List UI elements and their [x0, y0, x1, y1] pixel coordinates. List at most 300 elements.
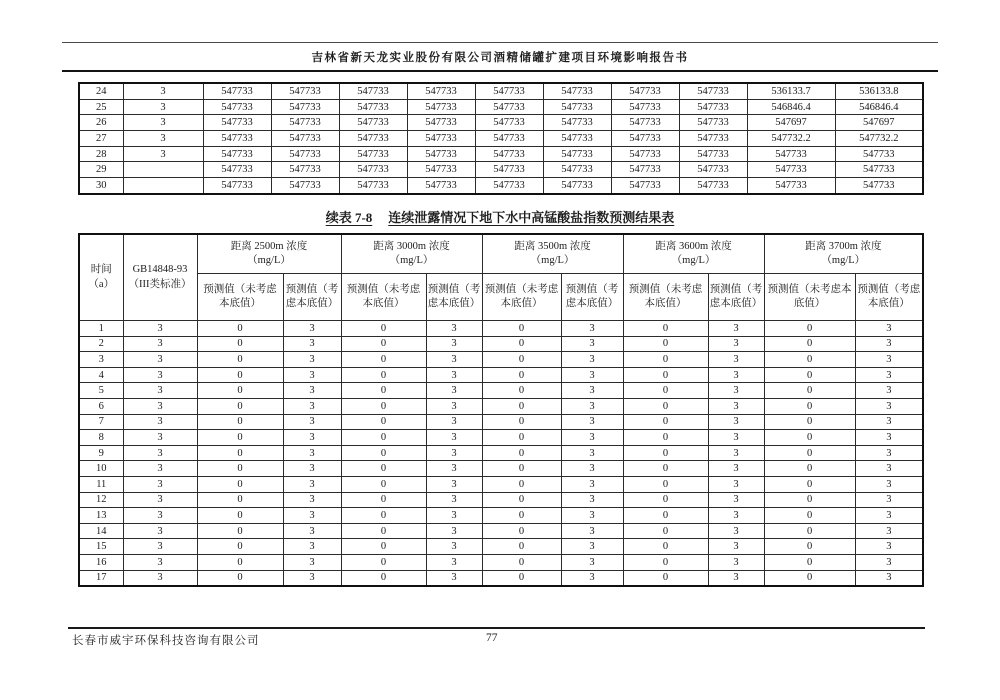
table-cell: 547733	[611, 115, 679, 131]
table-cell: 0	[341, 383, 426, 399]
table-cell: 3	[123, 523, 197, 539]
table-cell: 0	[482, 336, 561, 352]
table-cell: 3	[123, 321, 197, 337]
group-distance-label: 距离 3000m 浓度	[373, 240, 450, 252]
table-row	[79, 554, 923, 570]
continuation-table-body	[79, 83, 923, 194]
col-header-time: 时间（a）	[79, 234, 123, 321]
table-cell: 547733	[203, 115, 271, 131]
table-cell: 3	[561, 523, 623, 539]
table-cell: 547733	[407, 146, 475, 162]
table-cell: 547697	[747, 115, 835, 131]
table-cell: 0	[197, 539, 283, 555]
table-row	[79, 146, 923, 162]
table-cell: 3	[708, 336, 764, 352]
table-row	[79, 178, 923, 194]
table-cell: 547733	[339, 83, 407, 99]
header-bottom-rule	[62, 70, 938, 72]
table-cell: 0	[482, 398, 561, 414]
table-cell: 3	[123, 336, 197, 352]
table-cell: 3	[283, 445, 341, 461]
table-cell: 3	[561, 508, 623, 524]
subcol-header-raw-3000m: 预测值（未考虑本底值）	[341, 274, 426, 321]
table-cell: 0	[623, 336, 708, 352]
table-cell: 3	[855, 352, 923, 368]
table-cell: 3	[426, 461, 482, 477]
table-cell: 547733	[339, 146, 407, 162]
table-cell: 0	[341, 461, 426, 477]
table-cell: 547733	[203, 146, 271, 162]
table-cell: 0	[623, 492, 708, 508]
subcol-header-with-background-2500m: 预测值（考虑本底值）	[283, 274, 341, 321]
table-cell: 3	[708, 476, 764, 492]
prediction-table-body	[79, 321, 923, 587]
table-cell: 3	[123, 352, 197, 368]
table-cell: 0	[341, 352, 426, 368]
col-header-standard: GB14848-93（III类标准）	[123, 234, 197, 321]
prediction-table-header	[79, 234, 923, 321]
table-cell: 3	[123, 131, 203, 147]
table-cell: 547733	[271, 83, 339, 99]
table-cell: 0	[764, 383, 855, 399]
table-cell: 0	[764, 430, 855, 446]
table-cell: 29	[79, 162, 123, 178]
table-cell: 2	[79, 336, 123, 352]
table-cell: 0	[764, 398, 855, 414]
footer-rule	[68, 627, 925, 629]
table-cell: 3	[561, 321, 623, 337]
group-header-3600m	[623, 234, 764, 274]
table-cell: 3	[561, 336, 623, 352]
table-cell: 3	[855, 570, 923, 586]
table-cell: 547733	[271, 162, 339, 178]
table-cell: 547733	[475, 178, 543, 194]
table-cell: 3	[708, 321, 764, 337]
table-row	[79, 99, 923, 115]
table-cell: 3	[708, 367, 764, 383]
table-cell: 547733	[611, 131, 679, 147]
table-cell: 3	[426, 367, 482, 383]
table-cell: 0	[764, 554, 855, 570]
table-cell: 17	[79, 570, 123, 586]
table-cell: 3	[708, 461, 764, 477]
table-cell: 0	[623, 367, 708, 383]
table-cell: 3	[561, 570, 623, 586]
table-cell: 3	[123, 476, 197, 492]
table-cell: 3	[561, 383, 623, 399]
table-cell: 8	[79, 430, 123, 446]
group-header-3500m	[482, 234, 623, 274]
table-cell: 3	[561, 352, 623, 368]
table-cell: 3	[561, 367, 623, 383]
table-cell: 547733	[611, 178, 679, 194]
table-cell: 3	[708, 523, 764, 539]
table-cell: 0	[764, 461, 855, 477]
table-cell: 547733	[611, 83, 679, 99]
table-cell: 0	[341, 554, 426, 570]
table-cell: 3	[855, 492, 923, 508]
table-cell: 3	[283, 476, 341, 492]
table-cell: 547733	[475, 162, 543, 178]
table-cell: 3	[123, 508, 197, 524]
table-cell: 3	[426, 321, 482, 337]
table-row	[79, 445, 923, 461]
table-cell: 536133.7	[747, 83, 835, 99]
table-cell: 3	[123, 430, 197, 446]
table-cell: 547733	[339, 162, 407, 178]
table-cell: 547733	[679, 178, 747, 194]
table-cell: 0	[482, 461, 561, 477]
table-cell: 3	[855, 414, 923, 430]
table-cell: 3	[708, 492, 764, 508]
table-row	[79, 383, 923, 399]
table-cell: 3	[561, 554, 623, 570]
table-cell: 3	[283, 539, 341, 555]
table-cell: 0	[764, 367, 855, 383]
table-cell: 3	[855, 398, 923, 414]
group-header-3700m	[764, 234, 923, 274]
table-cell: 0	[341, 398, 426, 414]
table-cell: 24	[79, 83, 123, 99]
table-cell: 0	[623, 476, 708, 492]
group-distance-label: 距离 3600m 浓度	[655, 240, 732, 252]
table-cell: 3	[123, 383, 197, 399]
table-cell: 3	[426, 398, 482, 414]
table-cell: 547733	[835, 178, 923, 194]
table-cell: 547733	[203, 131, 271, 147]
table-row	[79, 539, 923, 555]
table-cell: 0	[341, 414, 426, 430]
table-cell: 3	[708, 508, 764, 524]
table-cell: 0	[623, 414, 708, 430]
table-cell: 3	[283, 321, 341, 337]
table-cell: 4	[79, 367, 123, 383]
table-cell: 547733	[747, 162, 835, 178]
group-unit-label: （mg/L）	[247, 255, 291, 266]
table-cell: 0	[623, 554, 708, 570]
table-cell: 3	[561, 476, 623, 492]
table-cell: 3	[283, 430, 341, 446]
table-cell: 3	[561, 398, 623, 414]
table-cell: 3	[123, 99, 203, 115]
table-cell: 3	[561, 539, 623, 555]
table-cell: 0	[623, 321, 708, 337]
table-cell: 547733	[475, 99, 543, 115]
table-row	[79, 131, 923, 147]
table-cell: 547733	[835, 146, 923, 162]
table-cell: 547733	[475, 146, 543, 162]
table-cell: 0	[197, 554, 283, 570]
table-cell: 547733	[339, 131, 407, 147]
table-cell: 0	[197, 414, 283, 430]
table-row	[79, 352, 923, 368]
table-cell: 0	[764, 414, 855, 430]
table-row	[79, 83, 923, 99]
table-cell: 0	[764, 445, 855, 461]
subcol-header-raw-3600m: 预测值（未考虑本底值）	[623, 274, 708, 321]
table-cell: 547733	[679, 99, 747, 115]
table-cell: 3	[283, 414, 341, 430]
table-cell: 0	[341, 321, 426, 337]
table-cell: 546846.4	[747, 99, 835, 115]
table-cell: 0	[482, 492, 561, 508]
group-unit-label: （mg/L）	[821, 255, 866, 266]
table-cell: 0	[623, 430, 708, 446]
table-cell: 547733	[271, 99, 339, 115]
table-cell: 14	[79, 523, 123, 539]
table-cell: 547733	[543, 131, 611, 147]
table-cell: 0	[341, 539, 426, 555]
table-cell: 3	[123, 146, 203, 162]
table-cell: 1	[79, 321, 123, 337]
subcol-header-raw-3500m: 预测值（未考虑本底值）	[482, 274, 561, 321]
table-cell: 0	[623, 539, 708, 555]
table-cell: 0	[482, 476, 561, 492]
table-row	[79, 523, 923, 539]
table-cell: 547733	[611, 162, 679, 178]
table-cell: 0	[197, 321, 283, 337]
table-cell: 0	[764, 523, 855, 539]
table-cell: 0	[764, 570, 855, 586]
table-cell: 0	[764, 336, 855, 352]
table-cell: 3	[708, 352, 764, 368]
table-row	[79, 367, 923, 383]
table-cell: 3	[426, 492, 482, 508]
table-cell: 0	[197, 523, 283, 539]
table-cell: 11	[79, 476, 123, 492]
table-cell: 0	[197, 476, 283, 492]
table-cell: 547733	[543, 99, 611, 115]
table-cell: 3	[123, 461, 197, 477]
continuation-table	[78, 82, 924, 195]
table-cell: 3	[708, 539, 764, 555]
table-cell: 0	[482, 367, 561, 383]
table-cell: 3	[426, 554, 482, 570]
table-cell: 3	[855, 523, 923, 539]
group-unit-label: （mg/L）	[389, 255, 434, 266]
table-cell: 3	[855, 461, 923, 477]
table-cell: 0	[764, 492, 855, 508]
table-cell: 3	[426, 430, 482, 446]
table-cell: 3	[855, 539, 923, 555]
table-cell: 547733	[543, 115, 611, 131]
table-cell: 3	[855, 336, 923, 352]
group-header-row	[79, 234, 923, 274]
table-cell: 547733	[543, 146, 611, 162]
table-cell: 0	[623, 523, 708, 539]
table-cell: 547733	[475, 115, 543, 131]
table-cell: 547733	[679, 83, 747, 99]
table-row	[79, 162, 923, 178]
table-cell: 3	[123, 83, 203, 99]
table-cell: 3	[283, 383, 341, 399]
subcol-header-with-background-3700m: 预测值（考虑本底值）	[855, 274, 923, 321]
table-cell: 27	[79, 131, 123, 147]
table-cell: 0	[197, 383, 283, 399]
table-cell: 3	[426, 352, 482, 368]
table-cell: 0	[764, 476, 855, 492]
table-cell: 547733	[407, 115, 475, 131]
table-cell: 3	[123, 398, 197, 414]
table-cell: 547733	[747, 178, 835, 194]
table-cell: 547733	[407, 131, 475, 147]
table-cell: 3	[855, 554, 923, 570]
table-row	[79, 414, 923, 430]
table-cell: 0	[482, 523, 561, 539]
table-cell: 3	[123, 445, 197, 461]
table-cell: 0	[482, 508, 561, 524]
table-cell: 0	[482, 352, 561, 368]
table-cell: 547733	[203, 83, 271, 99]
table-cell: 3	[426, 445, 482, 461]
table-row	[79, 115, 923, 131]
table-cell: 0	[341, 336, 426, 352]
table-cell: 547733	[271, 131, 339, 147]
table-cell: 3	[283, 508, 341, 524]
table-cell: 3	[426, 383, 482, 399]
table-cell: 3	[283, 570, 341, 586]
table-cell: 547733	[271, 178, 339, 194]
table-cell: 3	[283, 554, 341, 570]
table-cell: 3	[561, 414, 623, 430]
table-cell: 3	[855, 367, 923, 383]
table-cell: 0	[623, 383, 708, 399]
table-cell: 0	[341, 430, 426, 446]
table-cell: 0	[623, 570, 708, 586]
footer-company-name: 长春市威宇环保科技咨询有限公司	[72, 635, 260, 647]
table-cell: 547733	[679, 131, 747, 147]
table-cell: 0	[197, 508, 283, 524]
table-cell: 547733	[407, 178, 475, 194]
table-cell: 547733	[339, 99, 407, 115]
table-cell: 0	[764, 352, 855, 368]
table-cell: 0	[482, 414, 561, 430]
table-cell: 28	[79, 146, 123, 162]
table-cell: 3	[708, 383, 764, 399]
table-cell: 25	[79, 99, 123, 115]
table-cell: 0	[341, 508, 426, 524]
table-cell: 0	[197, 445, 283, 461]
table-cell: 6	[79, 398, 123, 414]
table-cell: 0	[623, 508, 708, 524]
prediction-results-table	[78, 233, 924, 587]
table-cell: 547733	[679, 146, 747, 162]
table-cell: 3	[561, 430, 623, 446]
table-cell: 5	[79, 383, 123, 399]
subcol-header-with-background-3000m: 预测值（考虑本底值）	[426, 274, 482, 321]
table-cell: 15	[79, 539, 123, 555]
table-cell: 3	[283, 352, 341, 368]
table-cell: 0	[197, 352, 283, 368]
table-cell: 547733	[611, 99, 679, 115]
table-cell: 3	[708, 445, 764, 461]
table-cell: 0	[482, 539, 561, 555]
table-cell: 3	[855, 508, 923, 524]
table-cell: 3	[123, 539, 197, 555]
group-unit-label: （mg/L）	[671, 255, 716, 266]
table-cell: 0	[482, 321, 561, 337]
table-cell: 3	[283, 398, 341, 414]
table-cell: 3	[283, 336, 341, 352]
table-cell: 30	[79, 178, 123, 194]
table-row	[79, 570, 923, 586]
table-cell: 3	[561, 445, 623, 461]
subcol-header-raw-2500m: 预测值（未考虑本底值）	[197, 274, 283, 321]
table-cell: 0	[623, 461, 708, 477]
table-row	[79, 398, 923, 414]
table-cell: 547733	[407, 162, 475, 178]
table-cell: 3	[561, 492, 623, 508]
table-cell: 3	[855, 430, 923, 446]
table-cell	[123, 162, 203, 178]
table-cell: 0	[341, 476, 426, 492]
table-cell: 3	[123, 570, 197, 586]
table-cell: 0	[764, 508, 855, 524]
table-row	[79, 321, 923, 337]
page-number: 77	[486, 632, 498, 644]
table-cell: 12	[79, 492, 123, 508]
table-cell: 547733	[679, 115, 747, 131]
table-cell: 0	[764, 321, 855, 337]
table-cell	[123, 178, 203, 194]
table-cell: 0	[197, 367, 283, 383]
table-cell: 0	[482, 554, 561, 570]
table-cell: 0	[482, 430, 561, 446]
table-title-label: 续表 7-8	[325, 210, 373, 225]
table-cell: 0	[197, 492, 283, 508]
table-cell: 547733	[203, 162, 271, 178]
table-cell: 3	[283, 367, 341, 383]
table-cell: 3	[79, 352, 123, 368]
table-row	[79, 508, 923, 524]
table-cell: 3	[426, 523, 482, 539]
table-cell: 547733	[543, 83, 611, 99]
table-cell: 547733	[611, 146, 679, 162]
table-cell: 0	[197, 461, 283, 477]
group-header-3000m	[341, 234, 482, 274]
subcol-header-with-background-3500m: 预测值（考虑本底值）	[561, 274, 623, 321]
table-cell: 546846.4	[835, 99, 923, 115]
table-cell: 547733	[271, 146, 339, 162]
table-cell: 3	[123, 554, 197, 570]
table-cell: 0	[197, 570, 283, 586]
table-cell: 0	[482, 445, 561, 461]
table-cell: 3	[123, 414, 197, 430]
table-cell: 0	[482, 570, 561, 586]
group-distance-label: 距离 3700m 浓度	[805, 240, 882, 252]
table-cell: 3	[123, 367, 197, 383]
table-cell: 3	[855, 445, 923, 461]
table-cell: 3	[855, 383, 923, 399]
table-cell: 547733	[679, 162, 747, 178]
table-title	[0, 207, 1000, 226]
table-cell: 3	[561, 461, 623, 477]
table-cell: 547733	[339, 115, 407, 131]
table-cell: 3	[426, 508, 482, 524]
table-cell: 3	[708, 570, 764, 586]
group-distance-label: 距离 3500m 浓度	[514, 240, 591, 252]
table-cell: 547733	[271, 115, 339, 131]
table-cell: 16	[79, 554, 123, 570]
group-header-2500m	[197, 234, 341, 274]
table-cell: 547733	[475, 83, 543, 99]
table-cell: 0	[197, 398, 283, 414]
table-cell: 547733	[835, 162, 923, 178]
table-cell: 0	[623, 352, 708, 368]
table-cell: 3	[708, 554, 764, 570]
table-cell: 0	[341, 492, 426, 508]
table-cell: 9	[79, 445, 123, 461]
